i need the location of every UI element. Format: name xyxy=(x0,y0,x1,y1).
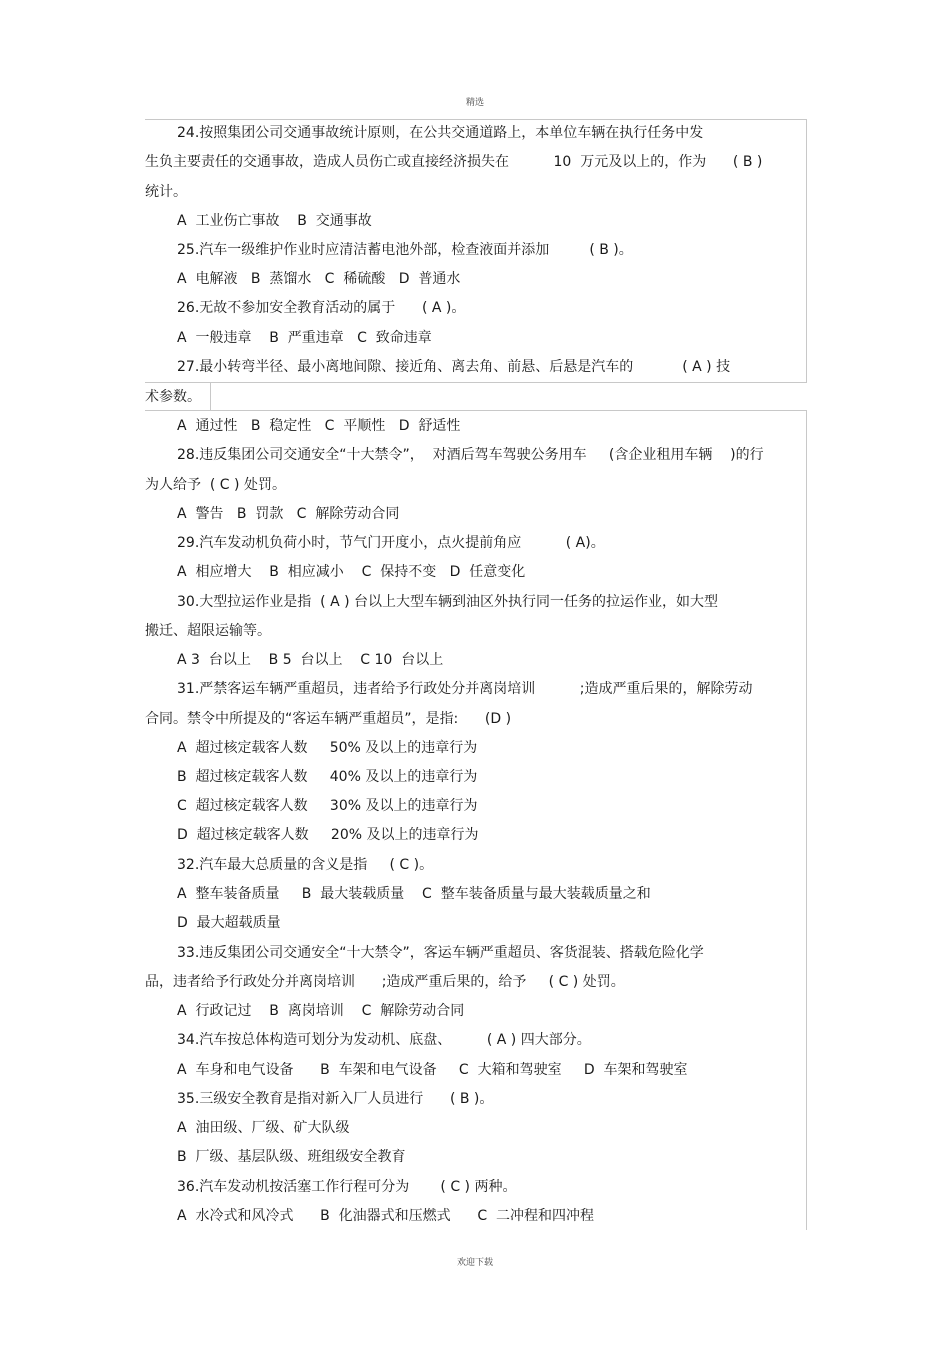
text-line: 搬迁、超限运输等。 xyxy=(145,623,271,639)
text-line: 27.最小转弯半径、最小离地间隙、接近角、离去角、前悬、后悬是汽车的 ( A ) 技 xyxy=(177,359,731,375)
text-line: A 通过性 B 稳定性 C 平顺性 D 舒适性 xyxy=(177,418,461,434)
text-line: A 水冷式和风冷式 B 化油器式和压燃式 C 二冲程和四冲程 xyxy=(177,1208,595,1224)
text-line: 33.违反集团公司交通安全“十大禁令”，客运车辆严重超员、客货混装、搭载危险化学 xyxy=(177,945,704,961)
text-line: D 最大超载质量 xyxy=(177,915,281,931)
text-line: 26.无故不参加安全教育活动的属于 ( A )。 xyxy=(177,300,466,316)
text-line: A 一般违章 B 严重违章 C 致命违章 xyxy=(177,330,432,346)
page-footer: 欢迎下载 xyxy=(456,1258,493,1268)
text-line: A 整车装备质量 B 最大装载质量 C 整车装备质量与最大装载质量之和 xyxy=(177,886,651,902)
text-line: 为人给予 ( C ) 处罚。 xyxy=(145,477,286,493)
text-line: A 车身和电气设备 B 车架和电气设备 C 大箱和驾驶室 D 车架和驾驶室 xyxy=(177,1062,688,1078)
text-line: 生负主要责任的交通事故，造成人员伤亡或直接经济损失在 10 万元及以上的，作为 ( B ) xyxy=(145,154,763,170)
text-line: A 行政记过 B 离岗培训 C 解除劳动合同 xyxy=(177,1003,465,1019)
text-line: 29.汽车发动机负荷小时，节气门开度小，点火提前角应 ( A)。 xyxy=(177,535,605,551)
text-line: 品，违者给予行政处分并离岗培训 ;造成严重后果的，给予 ( C ) 处罚。 xyxy=(145,974,625,990)
text-line: 31.严禁客运车辆严重超员，违者给予行政处分并离岗培训 ;造成严重后果的，解除劳动 xyxy=(177,681,753,697)
text-line: B 厂级、基层队级、班组级安全教育 xyxy=(177,1149,406,1165)
text-line: D 超过核定载客人数 20% 及以上的违章行为 xyxy=(177,827,479,843)
text-line: 32.汽车最大总质量的含义是指 ( C )。 xyxy=(177,857,434,873)
frame-border-notch xyxy=(210,383,807,410)
text-line: 34.汽车按总体构造可划分为发动机、底盘、 ( A ) 四大部分。 xyxy=(177,1032,591,1048)
text-line: 统计。 xyxy=(145,184,187,200)
text-line: A 超过核定载客人数 50% 及以上的违章行为 xyxy=(177,740,478,756)
text-line: A 警告 B 罚款 C 解除劳动合同 xyxy=(177,506,400,522)
text-line: 25.汽车一级维护作业时应清洁蓄电池外部，检查液面并添加 ( B )。 xyxy=(177,242,633,258)
text-line: A 相应增大 B 相应减小 C 保持不变 D 任意变化 xyxy=(177,564,526,580)
text-line: 30.大型拉运作业是指 ( A ) 台以上大型车辆到油区外执行同一任务的拉运作业，如大型 xyxy=(177,594,719,610)
text-line: A 油田级、厂级、矿大队级 xyxy=(177,1120,350,1136)
text-line: A 电解液 B 蒸馏水 C 稀硫酸 D 普通水 xyxy=(177,271,461,287)
text-line: 24.按照集团公司交通事故统计原则，在公共交通道路上，本单位车辆在执行任务中发 xyxy=(177,125,704,141)
text-line: 28.违反集团公司交通安全“十大禁令”， 对酒后驾车驾驶公务用车 (含企业租用车辆 )的行 xyxy=(177,447,764,463)
text-line: A 3 台以上 B 5 台以上 C 10 台以上 xyxy=(177,652,444,668)
page-header: 精选 xyxy=(465,98,484,108)
text-line: B 超过核定载客人数 40% 及以上的违章行为 xyxy=(177,769,478,785)
text-line: 合同。禁令中所提及的“客运车辆严重超员”，是指: (D ) xyxy=(145,711,512,727)
text-line: 术参数。 xyxy=(145,389,201,405)
text-line: C 超过核定载客人数 30% 及以上的违章行为 xyxy=(177,798,478,814)
text-line: 36.汽车发动机按活塞工作行程可分为 ( C ) 两种。 xyxy=(177,1179,517,1195)
text-line: A 工业伤亡事故 B 交通事故 xyxy=(177,213,372,229)
text-line: 35.三级安全教育是指对新入厂人员进行 ( B )。 xyxy=(177,1091,494,1107)
